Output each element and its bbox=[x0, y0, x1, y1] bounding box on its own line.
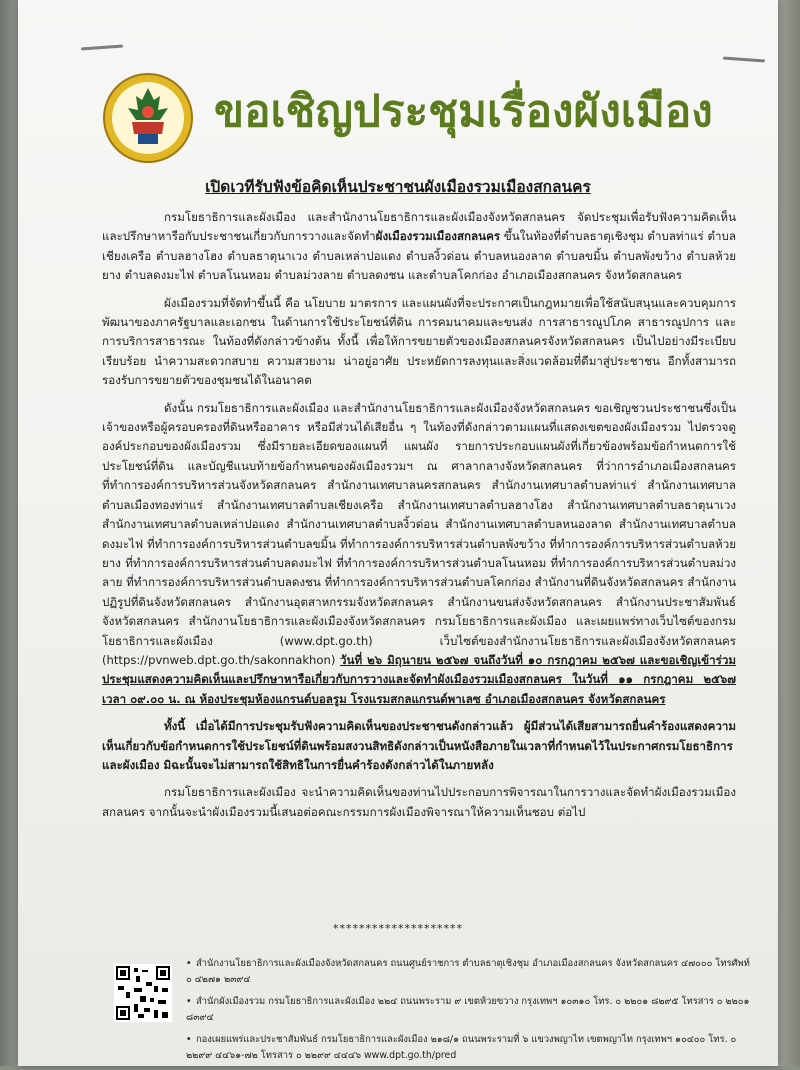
paragraph-5: กรมโยธาธิการและผังเมือง จะนำความคิดเห็นของท่านไปประกอบการพิจารณาในการวางและจัดทำผังเมืองรวมเมืองสกลนคร จากนั้นจะนำผังเมืองรวมนี้เสนอต่อคณะกรรมการผังเมืองพิจารณาให้ความเห็นชอบ ต่อไป bbox=[102, 785, 736, 819]
notice-subtitle: เปิดเวทีรับฟังข้อคิดเห็นประชาชนผังเมืองรวมเมืองสกลนคร bbox=[205, 178, 591, 196]
contact-item: • สำนักผังเมืองรวม กรมโยธาธิการและผังเมือง ๒๒๔ ถนนพระราม ๙ เขตห้วยขวาง กรุงเทพฯ ๑๐๓๑๐ โทร. ๐ ๒๒๐๑ ๘๒๙๕ โทรสาร ๐ ๒๒๐๑ ๘๓๙๔ bbox=[186, 996, 750, 1023]
department-seal-icon bbox=[102, 72, 194, 164]
notice-paper bbox=[18, 0, 778, 1066]
contact-item: • กองเผยแพร่และประชาสัมพันธ์ กรมโยธาธิการและผังเมือง ๒๑๘/๑ ถนนพระรามที่ ๖ แขวงพญาไท เขตพญาไท กรุงเทพฯ ๑๐๔๐๐ โทร. ๐ ๒๒๙๙ ๔๔๖๑-๗๒ โทรสาร ๐ ๒๒๙๙ ๔๔๔๖ www.dpt.go.th/pred bbox=[186, 1034, 737, 1061]
notice-title: ขอเชิญประชุมเรื่องผังเมือง bbox=[214, 86, 713, 137]
separator: ******************** bbox=[333, 922, 463, 935]
paragraph-2: ผังเมืองรวมที่จัดทำขึ้นนี้ คือ นโยบาย มาตรการ และแผนผังที่จะประกาศเป็นกฎหมายเพื่อใช้สนับสนุนและควบคุมการพัฒนาของภาครัฐบาลและเอกชน ในด้านการใช้ประโยชน์ที่ดิน การคมนาคมและขนส่ง การสาธารณูปโภค สาธารณูปการ และการบริการสาธารณะ ในท้องที่ดังกล่าวข้างต้น ทั้งนี้ เพื่อให้การขยายตัวของเมืองสกลนครจังหวัดสกลนคร เป็นไปอย่างมีระเบียบเรียบร้อย นำความสะดวกสบาย ความสวยงาม น่าอยู่อาศัย ประหยัดการลงทุนและสิ่งแวดล้อมที่ดีมาสู่ประชาชน อีกทั้งสามารถรองรับการขยายตัวของชุมชนได้ในอนาคต bbox=[102, 295, 736, 388]
staple bbox=[81, 45, 123, 51]
staple bbox=[723, 57, 765, 63]
notice-body bbox=[102, 208, 736, 830]
paragraph-1: กรมโยธาธิการและผังเมือง และสำนักงานโยธาธิการและผังเมืองจังหวัดสกลนคร จัดประชุมเพื่อรับฟังความคิดเห็นและปรึกษาหารือกับประชาชนเกี่ยวกับการวางและจัดทำผังเมืองรวมเมืองสกลนคร ขึ้นในท้องที่ตำบลธาตุเชิงชุม ตำบลท่าแร่ ตำบลเชียงเครือ ตำบลฮางโฮง ตำบลธาตุนาเวง ตำบลเหล่าปอแดง ตำบลงิ้วด่อน ตำบลหนองลาด ตำบลขมิ้น ตำบลพังขว้าง ตำบลห้วยยาง ตำบลดงมะไฟ ตำบลโนนหอม ตำบลม่วงลาย ตำบลดงชน และตำบลโคกก่อง อำเภอเมืองสกลนคร จังหวัดสกลนคร bbox=[102, 210, 736, 283]
contact-item: • สำนักงานโยธาธิการและผังเมืองจังหวัดสกลนคร ถนนศูนย์ราชการ ตำบลธาตุเชิงชุม อำเภอเมืองสกลนคร จังหวัดสกลนคร ๔๗๐๐๐ โทรศัพท์ ๐ ๔๒๗๑ ๒๓๙๔ bbox=[186, 958, 750, 985]
qr-code-icon bbox=[114, 964, 172, 1022]
paragraph-4: ทั้งนี้ เมื่อได้มีการประชุมรับฟังความคิดเห็นของประชาชนดังกล่าวแล้ว ผู้มีส่วนได้เสียสามารถยื่นคำร้องแสดงความเห็นเกี่ยวกับข้อกำหนดการใช้ประโยชน์ที่ดินพร้อมสงวนสิทธิดังกล่าวเป็นหนังสือภายในเวลาที่กำหนดไว้ในประกาศกรมโยธาธิการและผังเมือง มิฉะนั้นจะไม่สามารถใช้สิทธิในการยื่นคำร้องดังกล่าวได้ในภายหลัง bbox=[102, 719, 736, 772]
contact-list bbox=[186, 956, 756, 1070]
paragraph-3: ดังนั้น กรมโยธาธิการและผังเมือง และสำนักงานโยธาธิการและผังเมืองจังหวัดสกลนคร ขอเชิญชวนประชาชนซึ่งเป็นเจ้าของหรือผู้ครอบครองที่ดินหรืออาคาร หรือมีส่วนได้เสียอื่น ๆ ในท้องที่ดังกล่าวตามแผนที่แสดงเขตของผังเมืองรวม ไปตรวจดูองค์ประกอบของผังเมืองรวม ซึ่งมีรายละเอียดของแผนที่ แผนผัง รายการประกอบแผนผังที่เกี่ยวข้องพร้อมข้อกำหนดการใช้ประโยชน์ที่ดิน และบัญชีแนบท้ายข้อกำหนดของผังเมืองรวมฯ ณ ศาลากลางจังหวัดสกลนคร ที่ว่าการอำเภอเมืองสกลนคร ที่ทำการองค์การบริหารส่วนจังหวัดสกลนคร สำนักงานเทศบาลนครสกลนคร สำนักงานเทศบาลตำบลท่าแร่ สำนักงานเทศบาลตำบลเมืองทองท่าแร่ สำนักงานเทศบาลตำบลเชียงเครือ สำนักงานเทศบาลตำบลฮางโฮง สำนักงานเทศบาลตำบลธาตุนาเวง สำนักงานเทศบาลตำบลเหล่าปอแดง สำนักงานเทศบาลตำบลงิ้วด่อน สำนักงานเทศบาลตำบลหนองลาด สำนักงานเทศบาลตำบลดงมะไฟ ที่ทำการองค์การบริหารส่วนตำบลขมิ้น ที่ทำการองค์การบริหารส่วนตำบลพังขว้าง ที่ทำการองค์การบริหารส่วนตำบลห้วยยาง ที่ทำการองค์การบริหารส่วนตำบลดงมะไฟ ที่ทำการองค์การบริหารส่วนตำบลโนนหอม ที่ทำการองค์การบริหารส่วนตำบลม่วงลาย ที่ทำการองค์การบริหารส่วนตำบลดงชน ที่ทำการองค์การบริหารส่วนตำบลโคกก่อง สำนักงานที่ดินจังหวัดสกลนคร สำนักงานปฏิรูปที่ดินจังหวัดสกลนคร สำนักงานอุตสาหกรรมจังหวัดสกลนคร สำนักงานขนส่งจังหวัดสกลนคร สำนักงานประชาสัมพันธ์จังหวัดสกลนคร สำนักงานโยธาธิการและผังเมืองจังหวัดสกลนคร กรมโยธาธิการและผังเมือง และเผยแพร่ทางเว็บไซต์ของกรมโยธาธิการและผังเมือง (www.dpt.go.th) เว็บไซต์ของสำนักงานโยธาธิการและผังเมืองจังหวัดสกลนคร (https://pvnweb.dpt.go.th/sakonnakhon) วันที่ ๒๖ มิถุนายน ๒๕๖๗ จนถึงวันที่ ๑๐ กรกฎาคม ๒๕๖๗ และขอเชิญเข้าร่วมประชุมแสดงความคิดเห็นและปรึกษาหารือเกี่ยวกับการวางและจัดทำผังเมืองรวมเมืองสกลนคร ในวันที่ ๑๑ กรกฎาคม ๒๕๖๗ เวลา ๐๙.๐๐ น. ณ ห้องประชุมห้องแกรนด์บอลรูม โรงแรมสกลแกรนด์พาเลซ อำเภอเมืองสกลนคร จังหวัดสกลนคร bbox=[102, 400, 736, 706]
